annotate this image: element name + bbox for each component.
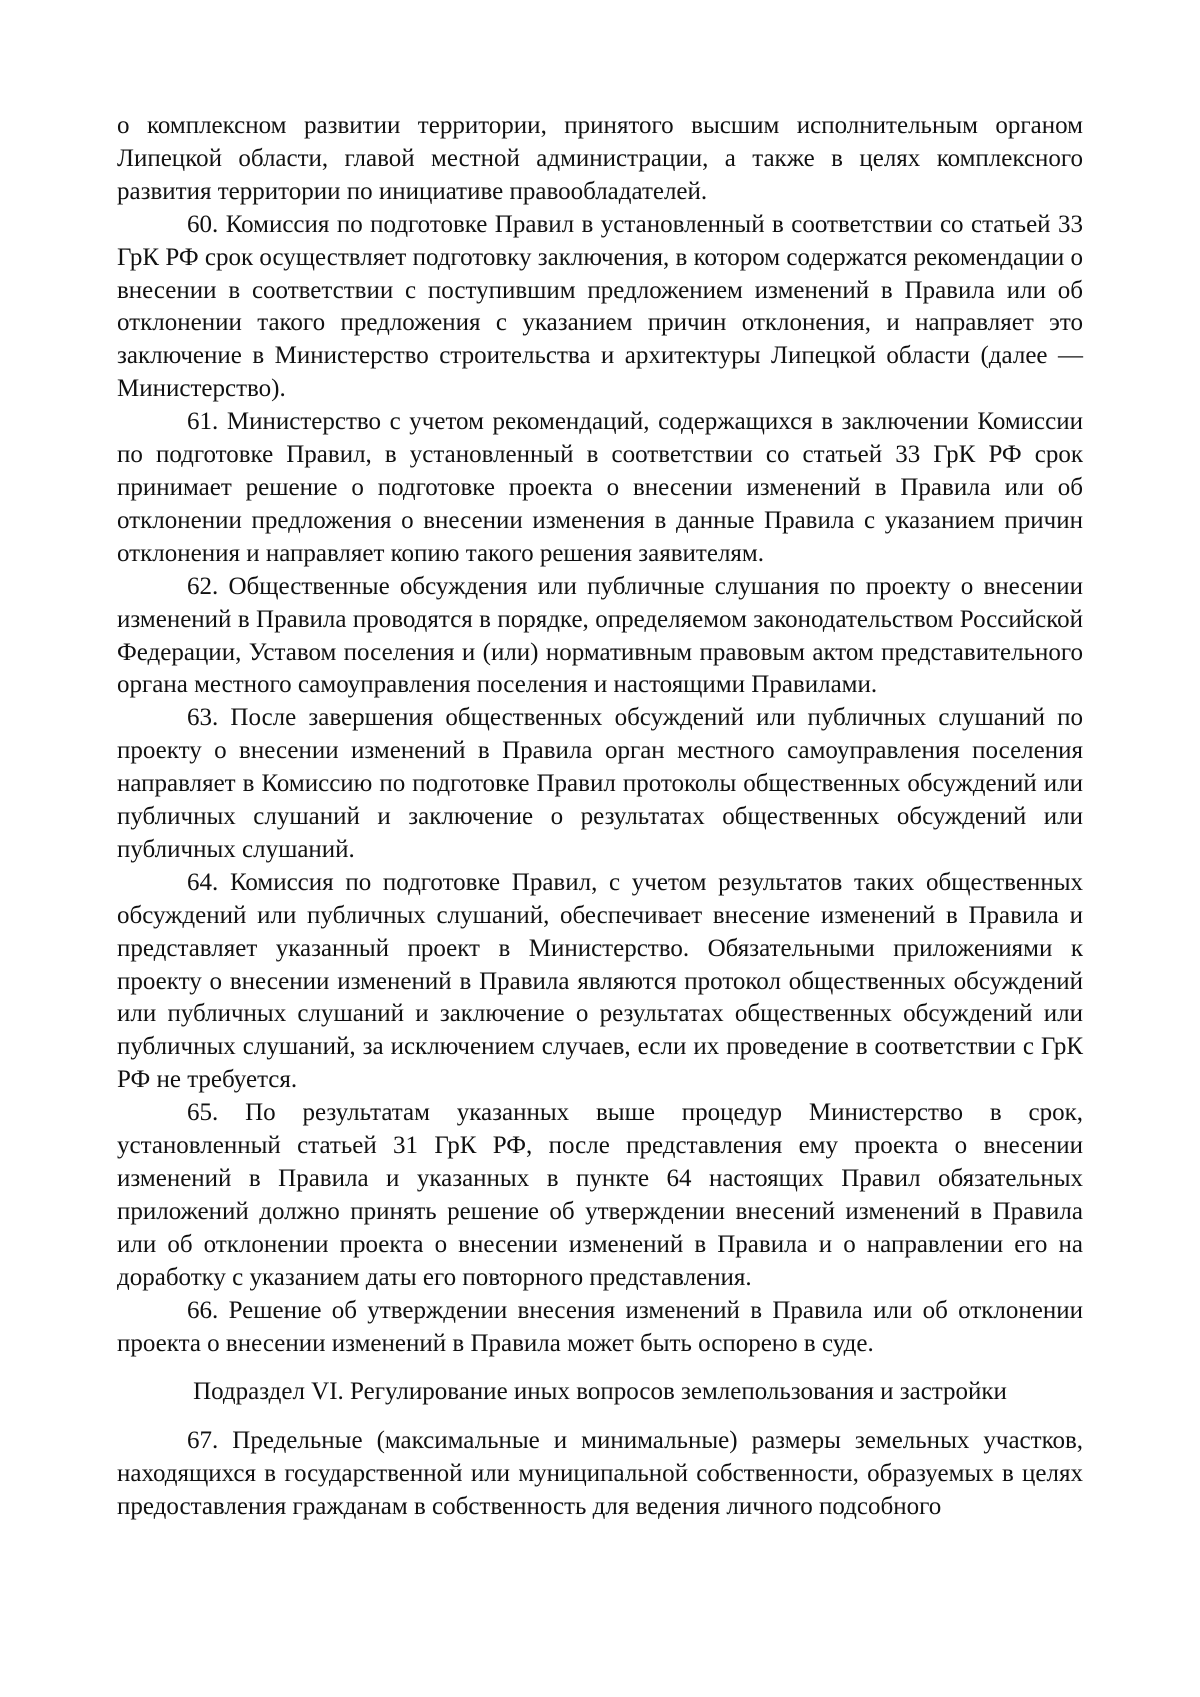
document-page [117,110,1083,1524]
paragraph-67 [117,1425,1083,1524]
subsection-title: Подраздел VI. Регулирование иных вопросов землепользования и застройки [193,1378,1007,1406]
paragraph-number: 67. [187,1427,219,1455]
paragraph-64 [117,867,1083,1097]
paragraph-65 [117,1097,1083,1294]
paragraph-text: Решение об утверждении внесения изменений в Правила или об отклонении проекта о внесении изменений в Правила может быть оспорено в суде. [117,1296,1084,1357]
paragraph-66 [117,1295,1083,1361]
intro-paragraph: о комплексном развитии территории, принятого высшим исполнительным органом Липецкой области, главой местной администрации, а также в целях комплексного развития территории по инициативе правообладателей. [117,112,1083,205]
paragraph-text: Общественные обсуждения или публичные слушания по проекту о внесении изменений в Правила проводятся в порядке, определяемом законодательством Российской Федерации, Уставом поселения и (или) нормативным правовым актом представительного органа местного самоуправления поселения и настоящими Правилами. [117,572,1083,699]
paragraph-61 [117,406,1083,571]
paragraph-number: 60. [187,210,219,238]
paragraph-number: 66. [187,1296,219,1324]
paragraph-number: 64. [187,868,219,896]
paragraph-60 [117,209,1083,406]
paragraph-number: 63. [187,704,219,732]
paragraph-text: После завершения общественных обсуждений или публичных слушаний по проекту о внесении изменений в Правила орган местного самоуправления поселения направляет в Комиссию по подготовке Правил протоколы общественных обсуждений или публичных слушаний и заключение о результатах общественных обсуждений или публичных слушаний. [117,704,1083,863]
paragraph-text: Комиссия по подготовке Правил, с учетом результатов таких общественных обсуждений или публичных слушаний, обеспечивает внесение изменений в Правила и представляет указанный проект в Министерство. Обязательными приложениями к проекту о внесении изменений в Правила являются протокол общественных обсуждений или публичных слушаний и заключение о результатах общественных обсуждений или публичных слушаний, за исключением случаев, если их проведение в соответствии с ГрК РФ не требуется. [117,868,1083,1094]
paragraph-62 [117,571,1083,703]
paragraph-text: Предельные (максимальные и минимальные) размеры земельных участков, находящихся в государственной или муниципальной собственности, образуемых в целях предоставления гражданам в собственность для ведения личного подсобного [117,1427,1083,1521]
paragraph-number: 62. [187,572,219,600]
paragraph-number: 61. [187,408,219,436]
paragraph-text: По результатам указанных выше процедур Министерство в срок, установленный статьей 31 ГрК РФ, после представления ему проекта о внесении изменений в Правила и указанных в пункте 64 настоящих Правил обязательных приложений должно принять решение об утверждении внесений изменений в Правила или об отклонении проекта о внесении изменений в Правила и о направлении его на доработку с указанием даты его повторного представления. [117,1099,1084,1291]
paragraph-text: Комиссия по подготовке Правил в установленный в соответствии со статьей 33 ГрК РФ срок осуществляет подготовку заключения, в котором содержатся рекомендации о внесении в соответствии с поступившим предложением изменений в Правила или об отклонении такого предложения с указанием причин отклонения, и направляет это заключение в Министерство строительства и архитектуры Липецкой области (далее — Министерство). [117,210,1083,403]
paragraph-text: Министерство с учетом рекомендаций, содержащихся в заключении Комиссии по подготовке Правил, в установленный в соответствии со статьей 33 ГрК РФ срок принимает решение о подготовке проекта о внесении изменений в Правила или об отклонении предложения о внесении изменения в данные Правила с указанием причин отклонения и направляет копию такого решения заявителям. [117,408,1084,567]
paragraph-number: 65. [187,1099,219,1127]
paragraph-63 [117,702,1083,867]
